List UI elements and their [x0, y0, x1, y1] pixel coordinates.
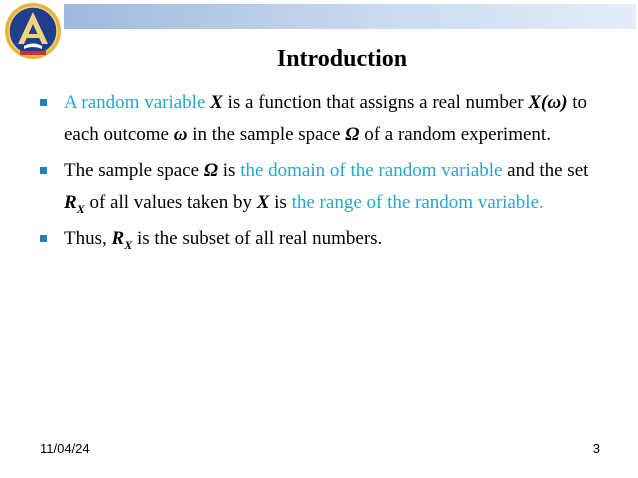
bullet-text: is a function that assigns a real number — [222, 92, 529, 113]
bullet-text: The sample space — [64, 160, 204, 181]
slide-title: Introduction — [276, 46, 408, 72]
math-symbol: X(ω) — [528, 92, 568, 113]
bullet-item — [40, 87, 610, 151]
bullet-text: of all values taken by — [84, 192, 257, 213]
math-symbol: X — [210, 92, 223, 113]
bullet-text: is — [269, 192, 292, 213]
bullet-text: is — [218, 160, 241, 181]
math-symbol: Ω — [345, 124, 360, 145]
bullet-text-accent: the range of the random variable. — [291, 192, 544, 213]
page-number: 3 — [592, 441, 600, 456]
bullet-text: in the sample space — [187, 124, 346, 145]
bullet-text: of a random experiment. — [359, 124, 551, 145]
bullet-list — [40, 87, 610, 259]
math-symbol: R — [111, 228, 125, 249]
math-symbol: R — [64, 192, 77, 213]
math-subscript: X — [76, 201, 85, 216]
bullet-text: to each outcome — [64, 92, 587, 145]
square-bullet-icon — [40, 99, 47, 106]
header-bar — [64, 4, 636, 29]
bullet-item — [40, 155, 610, 219]
bullet-text: Thus, — [64, 228, 112, 249]
math-subscript: X — [124, 237, 133, 252]
math-symbol: Ω — [203, 160, 218, 181]
bullet-item — [40, 223, 610, 255]
bullet-text: is the subset of all real numbers. — [132, 228, 383, 249]
math-symbol: X — [256, 192, 270, 213]
bullet-text: and the set — [502, 160, 589, 181]
square-bullet-icon — [40, 167, 47, 174]
square-bullet-icon — [40, 235, 47, 242]
footer-date: 11/04/24 — [40, 441, 90, 456]
math-symbol: ω — [173, 124, 188, 145]
bullet-text-accent: the domain of the random variable — [240, 160, 503, 181]
bullet-text-accent: A random variable — [64, 92, 211, 113]
